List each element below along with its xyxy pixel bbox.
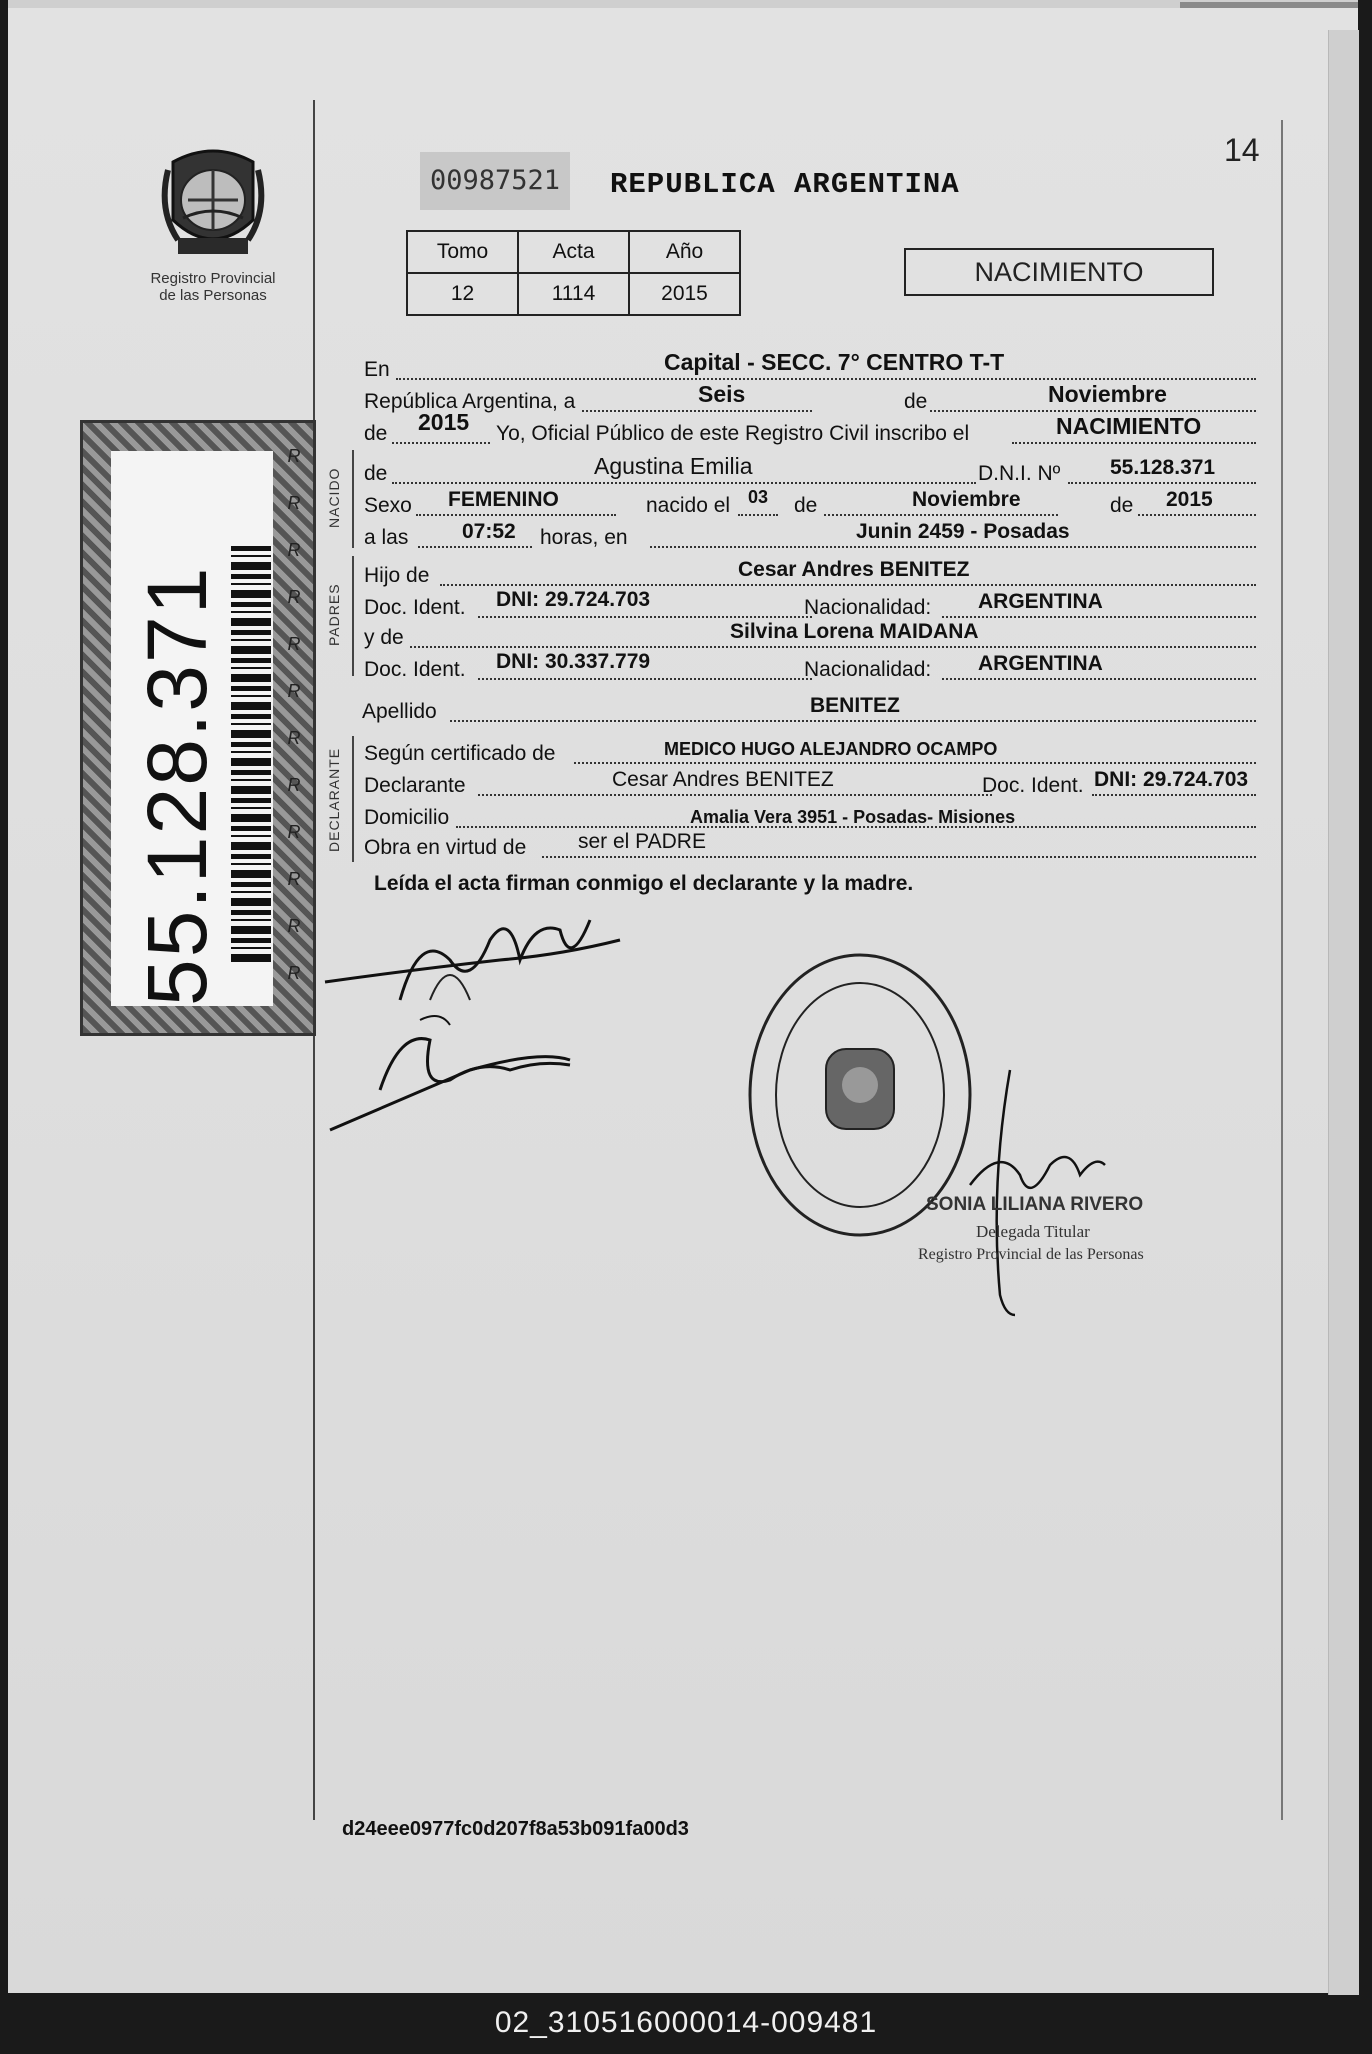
dotted-line [942,616,1256,618]
row-inscription [364,409,1257,448]
row-address [364,800,1257,832]
document-hash: d24eee0977fc0d207f8a53b091fa00d3 [342,1818,689,1840]
label-republica: República Argentina, a [364,390,576,413]
label-doc-ident: Doc. Ident. [364,658,466,681]
page-edge [1328,30,1359,1995]
id-number-box [111,451,273,1006]
label-nacionalidad: Nacionalidad: [804,596,932,619]
label-obra: Obra en virtud de [364,836,527,859]
value-birth-time: 07:52 [462,520,516,543]
label-doc-ident: Doc. Ident. [364,596,466,619]
row-location [364,349,1257,384]
dotted-line [440,584,1256,586]
security-marks [280,433,308,997]
security-mark: R [287,916,301,936]
security-mark: R [287,634,301,654]
value-declarant-name: Cesar Andres BENITEZ [612,768,834,791]
row-time-place [364,520,1257,552]
label-a-las: a las [364,526,409,549]
page-number: 14 [1224,132,1260,168]
value-mother-nationality: ARGENTINA [978,652,1103,675]
dotted-line [824,514,1058,516]
dotted-line [1012,442,1256,444]
label-oficial: Yo, Oficial Público de este Registro Civil inscribo el [496,422,970,445]
label-segun-certificado: Según certificado de [364,742,556,765]
label-de-nacido: de [364,462,388,485]
label-hijo-de: Hijo de [364,564,430,587]
section-nacido: NACIDO [326,467,342,528]
act-type-box: NACIMIENTO [904,248,1214,296]
official-office: Registro Provincial de las Personas [918,1246,1144,1263]
value-father-nationality: ARGENTINA [978,590,1103,613]
section-divider [352,556,354,676]
value-year: 2015 [418,409,470,435]
registry-table [406,230,741,316]
id-number: 55.128.371 [130,565,224,1006]
dotted-line [416,514,616,516]
id-number-panel [80,420,316,1036]
row-father [364,558,1257,590]
registry-header: Año [629,231,740,273]
value-address: Amalia Vera 3951 - Posadas- Misiones [690,807,1016,827]
security-mark: R [287,728,301,748]
official-name: SONIA LILIANA RIVERO [926,1194,1144,1215]
security-mark: R [287,963,301,983]
registry-header: Acta [518,231,629,273]
dotted-line [410,646,1256,648]
label-dni: D.N.I. Nº [978,462,1061,485]
dotted-line [392,482,976,484]
row-sex-birth [364,488,1257,520]
dotted-line [574,762,1256,764]
row-name [364,453,1257,488]
label-sexo: Sexo [364,494,412,517]
dotted-line [542,856,1256,858]
label-de-mes: de [794,494,818,517]
scan-reference: 02_310516000014-009481 [494,2006,878,2039]
row-mother-doc [364,652,1257,684]
registry-value: 1114 [518,273,629,315]
label-declarante: Declarante [364,774,466,797]
value-birth-month: Noviembre [912,488,1021,511]
right-margin-rule [1281,120,1283,1820]
dotted-line [930,410,1256,412]
security-mark: R [287,822,301,842]
dotted-line [942,678,1256,680]
label-de: de [904,390,928,413]
row-surname [364,694,1257,726]
value-day: Seis [698,381,746,407]
value-birth-place: Junin 2459 - Posadas [856,520,1070,543]
label-de-year: de [364,422,388,445]
security-mark: R [287,775,301,795]
dotted-line [392,442,490,444]
section-divider [352,450,354,548]
dotted-line [450,720,1256,722]
barcode-icon [231,546,271,966]
row-capacity [364,830,1257,862]
misiones-shield-icon [158,140,268,270]
official-title: Delegada Titular [976,1222,1090,1241]
dotted-line [1138,514,1256,516]
registry-value-row [407,273,740,315]
label-domicilio: Domicilio [364,806,450,829]
value-month: Noviembre [1048,381,1167,407]
value-father-name: Cesar Andres BENITEZ [738,558,970,581]
value-declarant-doc: DNI: 29.724.703 [1094,768,1249,791]
dotted-line [478,794,992,796]
value-child-dni: 55.128.371 [1110,456,1216,479]
dotted-line [582,410,812,412]
document-title: REPUBLICA ARGENTINA [610,168,960,201]
emblem-caption: Registro Provincial de las Personas [150,270,276,304]
dotted-line [650,546,1256,548]
section-divider [352,736,354,862]
value-child-name: Agustina Emilia [594,453,753,479]
security-mark: R [287,681,301,701]
serial-number: 00987521 [420,152,570,210]
handwritten-signatures [320,890,660,1150]
value-sex: FEMENINO [448,488,559,511]
dotted-line [396,378,1256,380]
label-apellido: Apellido [362,700,437,723]
security-mark: R [287,587,301,607]
value-father-doc: DNI: 29.724.703 [496,588,651,611]
registry-header: Tomo [407,231,518,273]
row-father-doc [364,590,1257,622]
label-nacionalidad: Nacionalidad: [804,658,932,681]
row-date [364,381,1257,416]
value-location: Capital - SECC. 7° CENTRO T-T [664,349,1005,375]
security-mark: R [287,446,301,466]
dotted-line [1068,482,1256,484]
value-birth-day: 03 [748,487,769,507]
row-mother [364,620,1257,652]
label-nacido-el: nacido el [646,494,731,517]
label-horas-en: horas, en [540,526,628,549]
dotted-line [1092,794,1256,796]
security-mark: R [287,540,301,560]
value-surname: BENITEZ [810,694,900,717]
province-emblem [148,140,278,310]
label-y-de: y de [364,626,404,649]
registry-header-row [407,231,740,273]
value-capacity: ser el PADRE [578,830,706,853]
value-mother-doc: DNI: 30.337.779 [496,650,651,673]
dotted-line [478,678,812,680]
closing-statement: Leída el acta firman conmigo el declarante y la madre. [374,872,914,895]
value-certificate: MEDICO HUGO ALEJANDRO OCAMPO [664,739,998,759]
registry-value: 2015 [629,273,740,315]
security-mark: R [287,869,301,889]
dotted-line [738,514,778,516]
dotted-line [418,546,532,548]
value-mother-name: Silvina Lorena MAIDANA [730,620,979,643]
section-padres: PADRES [326,583,342,646]
label-de-anio: de [1110,494,1134,517]
label-en: En [364,358,390,381]
row-declarant [364,768,1257,800]
security-mark: R [287,493,301,513]
label-doc-ident: Doc. Ident. [982,774,1084,797]
value-inscription: NACIMIENTO [1056,413,1202,439]
value-birth-year: 2015 [1166,488,1213,511]
registry-value: 12 [407,273,518,315]
section-declarante: DECLARANTE [326,747,342,852]
row-certificate [364,736,1257,768]
dotted-line [478,616,812,618]
